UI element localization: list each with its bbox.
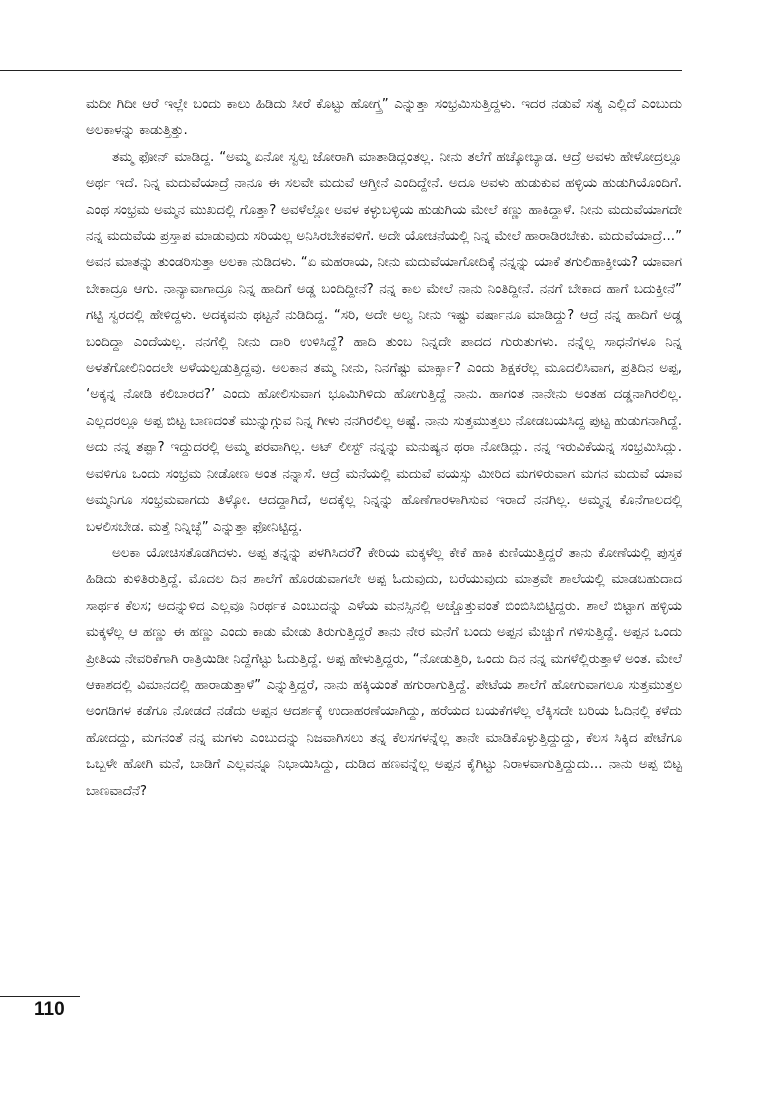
header-rule xyxy=(0,70,682,71)
paragraph-1: ಮದೀ ಗಿದೀ ಆರೆ ಇಲ್ಲೇ ಬಂದು ಕಾಲು ಹಿಡಿದು ಸೀರೆ ಕೊಟ್ಟು ಹೋಗ್ತ್ರ” ಎನ್ನುತ್ತಾ ಸಂಭ್ರಮಿಸುತ್ತಿದ್ದಳು. ಇದರ ನಡುವೆ ಸತ್ಯ ಎಲ್ಲಿದೆ ಎಂಬುದು ಅಲಕಾಳನ್ನು ಕಾಡುತ್ತಿತ್ತು. xyxy=(86,97,682,139)
footer-rule xyxy=(0,996,80,997)
page-number: 110 xyxy=(34,999,65,1020)
paragraph-3: ಅಲಕಾ ಯೋಚಿಸತೊಡಗಿದಳು. ಅಪ್ಪ ತನ್ನನ್ನು ಪಳಗಿಸಿದರೆ? ಕೇರಿಯ ಮಕ್ಕಳೆಲ್ಲ ಕೇಕೆ ಹಾಕಿ ಕುಣಿಯುತ್ತಿದ್ದರೆ ತಾನು ಕೋಣೆಯಲ್ಲಿ ಪುಸ್ತಕ ಹಿಡಿದು ಕುಳಿತಿರುತ್ತಿದ್ದೆ. ಮೊದಲ ದಿನ ಶಾಲೆಗೆ ಹೊರಡುವಾಗಲೇ ಅಪ್ಪ ಓದುವುದು, ಬರೆಯುವುದು ಮಾತ್ರವೇ ಶಾಲೆಯಲ್ಲಿ ಮಾಡಬಹುದಾದ ಸಾರ್ಥಕ ಕೆಲಸ; ಅದನ್ನುಳಿದ ಎಲ್ಲವೂ ನಿರರ್ಥಕ ಎಂಬುದನ್ನು ಎಳೆಯ ಮನಸ್ಸಿನಲ್ಲಿ ಅಚ್ಚೊತ್ತುವಂತೆ ಬಿಂಬಿಸಿಬಿಟ್ಟಿದ್ದರು. ಶಾಲೆ ಬಿಟ್ಟಾಗ ಹಳ್ಳಿಯ ಮಕ್ಕಳೆಲ್ಲ ಆ ಹಣ್ಣು ಈ ಹಣ್ಣು ಎಂದು ಕಾಡು ಮೇಡು ತಿರುಗುತ್ತಿದ್ದರೆ ತಾನು ನೇರ ಮನೆಗೆ ಬಂದು ಅಪ್ಪನ ಮೆಚ್ಚುಗೆ ಗಳಿಸುತ್ತಿದ್ದೆ. ಅಪ್ಪನ ಒಂದು ಪ್ರೀತಿಯ ನೇವರಿಕೆಗಾಗಿ ರಾತ್ರಿಯಿಡೀ ನಿದ್ದೆಗೆಟ್ಟು ಓದುತ್ತಿದ್ದೆ. ಅಪ್ಪ ಹೇಳುತ್ತಿದ್ದರು, “ನೋಡುತ್ತಿರಿ, ಒಂದು ದಿನ ನನ್ನ ಮಗಳೆಲ್ಲಿರುತ್ತಾಳೆ ಅಂತ. ಮೇಲೆ ಆಕಾಶದಲ್ಲಿ ವಿಮಾನದಲ್ಲಿ ಹಾರಾಡುತ್ತಾಳೆ” ಎನ್ನುತ್ತಿದ್ದರೆ, ನಾನು ಹಕ್ಕಿಯಂತೆ ಹಗುರಾಗುತ್ತಿದ್ದೆ. ಪೇಟೆಯ ಶಾಲೆಗೆ ಹೋಗುವಾಗಲೂ ಸುತ್ತಮುತ್ತಲ ಅಂಗಡಿಗಳ ಕಡೆಗೂ ನೋಡದೆ ನಡೆದು ಅಪ್ಪನ ಆದರ್ಶಕ್ಕೆ ಉದಾಹರಣೆಯಾಗಿದ್ದು, ಹರೆಯದ ಬಯಕೆಗಳೆಲ್ಲ ಲೆಕ್ಕಿಸದೇ ಬರಿಯ ಓದಿನಲ್ಲಿ ಕಳೆದು ಹೋದದ್ದು, ಮಗನಂತೆ ನನ್ನ ಮಗಳು ಎಂಬುದನ್ನು ನಿಜವಾಗಿಸಲು ತನ್ನ ಕೆಲಸಗಳನ್ನೆಲ್ಲ ತಾನೇ ಮಾಡಿಕೊಳ್ಳುತ್ತಿದ್ದುದ್ದು, ಕೆಲಸ ಸಿಕ್ಕಿದ ಪೇಟೆಗೂ ಒಬ್ಬಳೇ ಹೋಗಿ ಮನೆ, ಬಾಡಿಗೆ ಎಲ್ಲವನ್ನೂ ನಿಭಾಯಿಸಿದ್ದು, ದುಡಿದ ಹಣವನ್ನೆಲ್ಲ ಅಪ್ಪನ ಕೈಗಿಟ್ಟು ನಿರಾಳವಾಗುತ್ತಿದ್ದುದು... ನಾನು ಅಪ್ಪ ಬಿಟ್ಟ ಬಾಣವಾದೆನೆ? xyxy=(86,545,682,799)
paragraph-2: ತಮ್ಮ ಫೋನ್ ಮಾಡಿದ್ದ. “ಅಮ್ಮ ಏನೋ ಸ್ವಲ್ಪ ಜೋರಾಗಿ ಮಾತಾಡಿದ್ಲಂತಲ್ಲ. ನೀನು ತಲೆಗೆ ಹಚ್ಕೋಬ್ಯಾಡ. ಆದ್ರೆ ಅವಳು ಹೇಳೋದ್ರಲ್ಲೂ ಅರ್ಥ ಇದೆ. ನಿನ್ನ ಮದುವೆಯಾದ್ರೆ ನಾನೂ ಈ ಸಲವೇ ಮದುವೆ ಆಗ್ತೀನೆ ಎಂದಿದ್ದೇನೆ. ಅದೂ ಅವಳು ಹುಡುಕುವ ಹಳ್ಳಿಯ ಹುಡುಗಿಯೊಂದಿಗೆ. ಎಂಥ ಸಂಭ್ರಮ ಅಮ್ಮನ ಮುಖದಲ್ಲಿ ಗೊತ್ತಾ? ಅವಳೆಲ್ಲೋ ಅವಳ ಕಳ್ಳುಬಳ್ಳಿಯ ಹುಡುಗಿಯ ಮೇಲೆ ಕಣ್ಣು ಹಾಕಿದ್ದಾಳೆ. ನೀನು ಮದುವೆಯಾಗದೇ ನನ್ನ ಮದುವೆಯ ಪ್ರಸ್ತಾಪ ಮಾಡುವುದು ಸರಿಯಲ್ಲ ಅನಿಸಿರಬೇಕವಳಿಗೆ. ಅದೇ ಯೋಚನೆಯಲ್ಲಿ ನಿನ್ನ ಮೇಲೆ ಹಾರಾಡಿರಬೇಕು. ಮದುವೆಯಾದ್ರೆ...” ಅವನ ಮಾತನ್ನು ತುಂಡರಿಸುತ್ತಾ ಅಲಕಾ ನುಡಿದಳು. “ಏ ಮಹರಾಯ, ನೀನು ಮದುವೆಯಾಗೋದಿಕ್ಕೆ ನನ್ನನ್ನು ಯಾಕೆ ತಗುಲಿಹಾಕ್ತೀಯ? ಯಾವಾಗ ಬೇಕಾದ್ರೂ ಆಗು. ನಾನ್ಯಾವಾಗಾದ್ರೂ ನಿನ್ನ ಹಾದಿಗೆ ಅಡ್ಡ ಬಂದಿದ್ದೀನೆ? ನನ್ನ ಕಾಲ ಮೇಲೆ ನಾನು ನಿಂತಿದ್ದೀನೆ. ನನಗೆ ಬೇಕಾದ ಹಾಗೆ ಬದುಕ್ತೀನೆ” ಗಟ್ಟಿ ಸ್ವರದಲ್ಲಿ ಹೇಳಿದ್ದಳು. ಅದಕ್ಕವನು ಥಟ್ಟನೆ ನುಡಿದಿದ್ದ. “ಸರಿ, ಅದೇ ಅಲ್ವ ನೀನು ಇಷ್ಟು ವರ್ಷಾನೂ ಮಾಡಿದ್ದು? ಆದ್ರೆ ನನ್ನ ಹಾದಿಗೆ ಅಡ್ಡ ಬಂದಿದ್ದಾ ಎಂದೆಯಲ್ಲ. ನನಗೆಲ್ಲಿ ನೀನು ದಾರಿ ಉಳಿಸಿದ್ದೆ? ಹಾದಿ ತುಂಬ ನಿನ್ನದೇ ಪಾದದ ಗುರುತುಗಳು. ನನ್ನೆಲ್ಲ ಸಾಧನೆಗಳೂ ನಿನ್ನ ಅಳತೆಗೋಲಿನಿಂದಲೇ ಅಳೆಯಲ್ಪಡುತ್ತಿದ್ದವು. ಅಲಕಾನ ತಮ್ಮ ನೀನು, ನಿನಗೆಷ್ಟು ಮಾರ್ಕ್ಸಾ? ಎಂದು ಶಿಕ್ಷಕರೆಲ್ಲ ಮೂದಲಿಸಿವಾಗ, ಪ್ರತಿದಿನ ಅಪ್ಪ, ‘ಅಕ್ಕನ್ನ ನೋಡಿ ಕಲಿಬಾರದ?’ ಎಂದು ಹೋಲಿಸುವಾಗ ಭೂಮಿಗಿಳಿದು ಹೋಗುತ್ತಿದ್ದೆ ನಾನು. ಹಾಗಂತ ನಾನೇನು ಅಂತಹ ದಡ್ಡನಾಗಿರಲಿಲ್ಲ. ಎಲ್ಲದರಲ್ಲೂ ಅಪ್ಪ ಬಿಟ್ಟ ಬಾಣದಂತೆ ಮುನ್ನುಗ್ಗುವ ನಿನ್ನ ಗೀಳು ನನಗಿರಲಿಲ್ಲ ಅಷ್ಟೆ. ನಾನು ಸುತ್ತಮುತ್ತಲು ನೋಡಬಯಸಿದ್ದ ಪುಟ್ಟ ಹುಡುಗನಾಗಿದ್ದೆ. ಅದು ನನ್ನ ತಪ್ಪಾ? ಇದ್ದುದರಲ್ಲಿ ಅಮ್ಮ ಪರವಾಗಿಲ್ಲ. ಅಟ್ ಲೀಸ್ಟ್ ನನ್ನನ್ನು ಮನುಷ್ಯನ ಥರಾ ನೋಡಿದ್ಲು. ನನ್ನ ಇರುವಿಕೆಯನ್ನ ಸಂಭ್ರಮಿಸಿದ್ಲು. ಅವಳಿಗೂ ಒಂದು ಸಂಭ್ರಮ ನೀಡೋಣ ಅಂತ ನನ್ನಾಸೆ. ಆದ್ರೆ ಮನೆಯಲ್ಲಿ ಮದುವೆ ವಯಸ್ಸು ಮೀರಿದ ಮಗಳಿರುವಾಗ ಮಗನ ಮದುವೆ ಯಾವ ಅಮ್ಮನಿಗೂ ಸಂಭ್ರಮವಾಗದು ತಿಳ್ಕೋ. ಆದದ್ದಾಗಿದೆ, ಅದಕ್ಕೆಲ್ಲ ನಿನ್ನನ್ನು ಹೊಣೆಗಾರಳಾಗಿಸುವ ಇರಾದೆ ನನಗಿಲ್ಲ. ಅಮ್ಮನ್ನ ಕೊನೆಗಾಲದಲ್ಲಿ ಬಳಲಿಸಬೇಡ. ಮತ್ತೆ ನಿನ್ನಿಚ್ಛೆ” ಎನ್ನುತ್ತಾ ಫೋನಿಟ್ಟಿದ್ದ. xyxy=(86,149,682,535)
body-text xyxy=(86,92,682,805)
